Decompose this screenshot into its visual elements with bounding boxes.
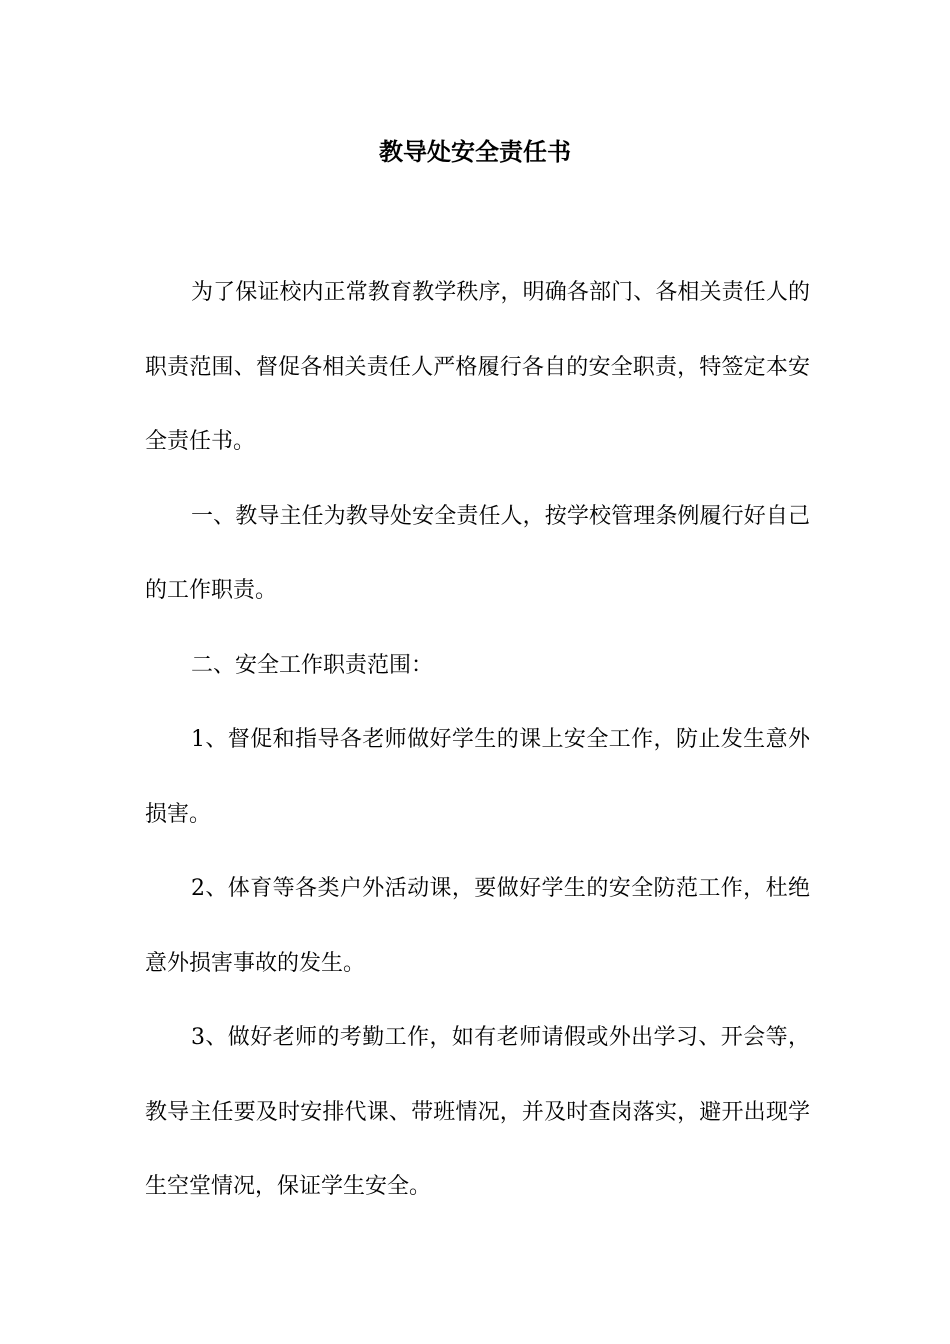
paragraph-sub-3: 3、做好老师的考勤工作，如有老师请假或外出学习、开会等，教导主任要及时安排代课、带班情况，并及时查岗落实，避开出现学生空堂情况，保证学生安全。 bbox=[145, 1025, 810, 1199]
paragraph-item-1: 一、教导主任为教导处安全责任人，按学校管理条例履行好自己的工作职责。 bbox=[145, 503, 810, 603]
paragraph-item-2: 二、安全工作职责范围： bbox=[191, 652, 434, 678]
paragraph-sub-1: 1、督促和指导各老师做好学生的课上安全工作，防止发生意外损害。 bbox=[145, 727, 810, 827]
document-body bbox=[145, 256, 810, 1225]
paragraph-sub-2: 2、体育等各类户外活动课，要做好学生的安全防范工作，杜绝意外损害事故的发生。 bbox=[145, 876, 810, 976]
paragraph-intro: 为了保证校内正常教育教学秩序，明确各部门、各相关责任人的职责范围、督促各相关责任人严格履行各自的安全职责，特签定本安全责任书。 bbox=[145, 280, 810, 454]
document-title: 教导处安全责任书 bbox=[379, 137, 571, 166]
